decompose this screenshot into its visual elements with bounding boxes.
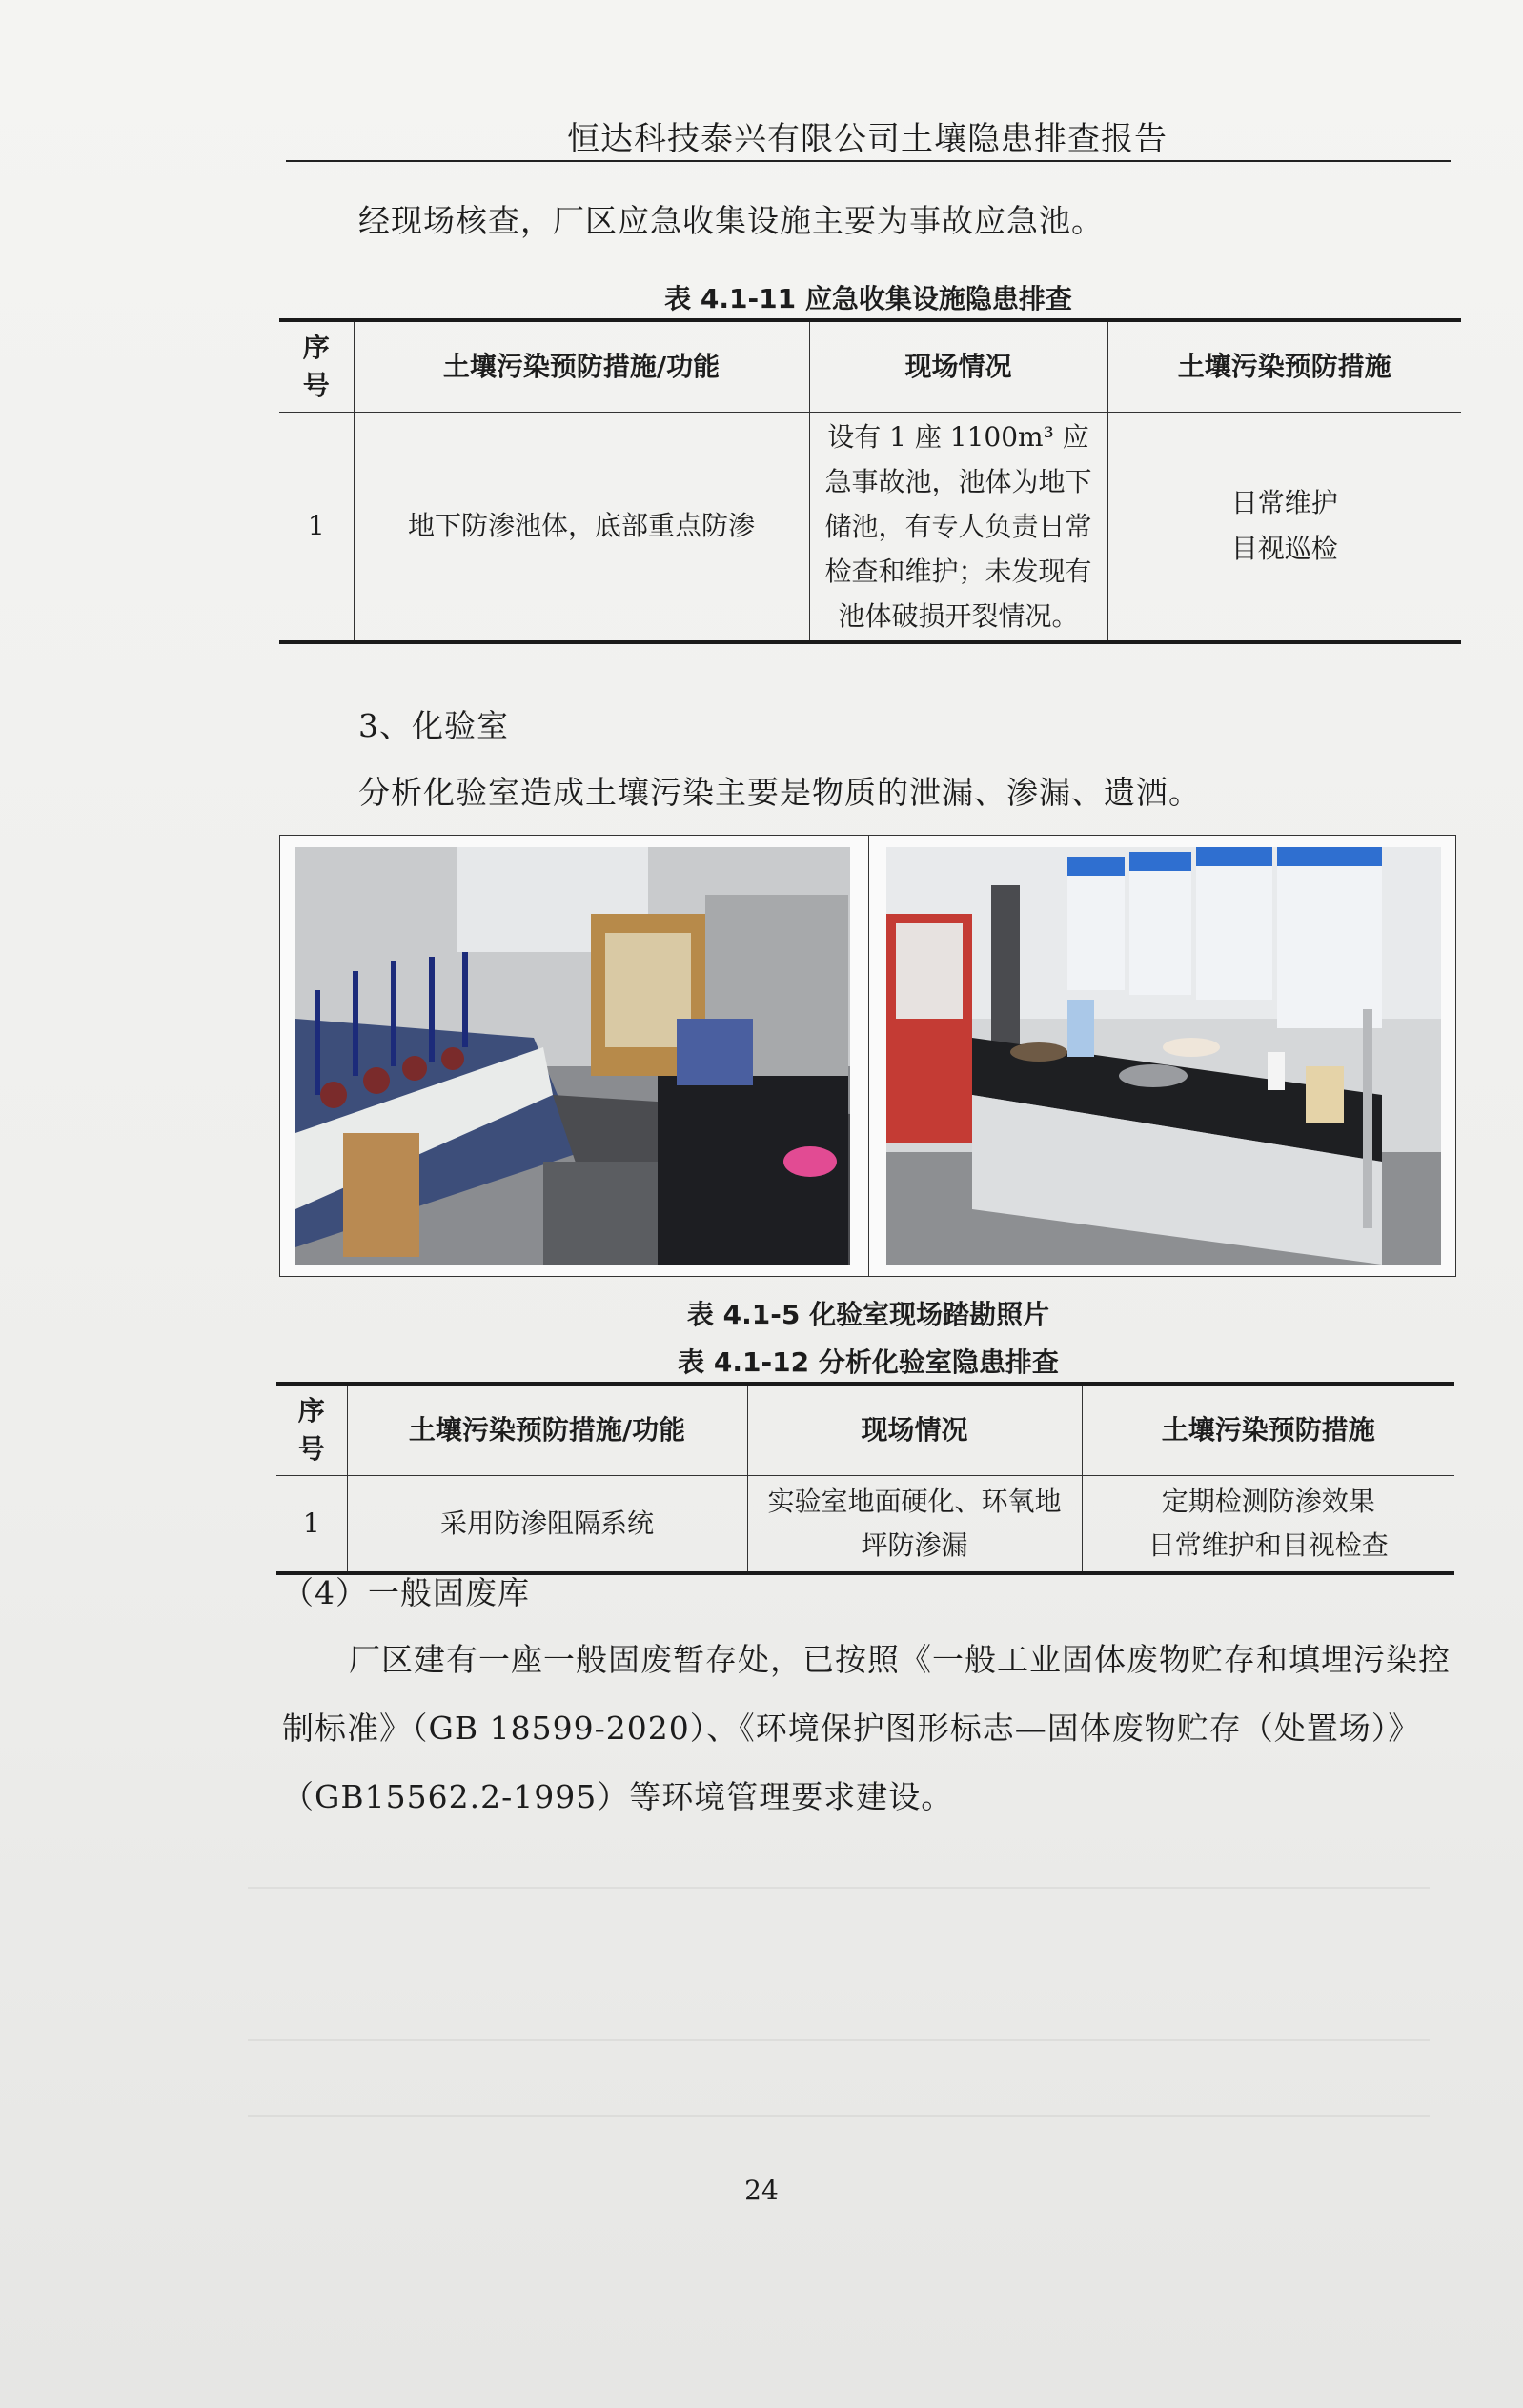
prevention-line: 目视巡检 — [1230, 533, 1338, 564]
header-seq: 序号 — [279, 320, 354, 412]
lab-sink-image — [886, 847, 1441, 1265]
header-situation: 现场情况 — [747, 1384, 1082, 1475]
header-situation: 现场情况 — [809, 320, 1107, 412]
header-prevention: 土壤污染预防措施 — [1082, 1384, 1454, 1475]
photo-divider — [868, 836, 869, 1276]
table-header-row — [279, 320, 1461, 412]
lab-hazard-table — [276, 1382, 1454, 1575]
table1-caption: 表 4.1-11 应急收集设施隐患排查 — [664, 283, 1072, 314]
row-seq: 1 — [279, 412, 354, 642]
section3-text: 分析化验室造成土壤污染主要是物质的泄漏、渗漏、遗洒。 — [358, 774, 1201, 811]
row-prevention — [1082, 1475, 1454, 1573]
emergency-facility-table — [279, 318, 1461, 644]
bleed-through-block — [248, 2115, 1430, 2117]
row-measure: 采用防渗阻隔系统 — [347, 1475, 747, 1573]
table-header-row — [276, 1384, 1454, 1475]
row-seq: 1 — [276, 1475, 347, 1573]
header-measure: 土壤污染预防措施/功能 — [347, 1384, 747, 1475]
bleed-through-block — [248, 1887, 1430, 1889]
table2-caption: 表 4.1-12 分析化验室隐患排查 — [678, 1346, 1059, 1378]
bleed-through-block — [248, 2039, 1430, 2041]
lab-bench-image — [295, 847, 850, 1265]
prevention-line: 日常维护和目视检查 — [1147, 1528, 1389, 1561]
header-prevention: 土壤污染预防措施 — [1107, 320, 1461, 412]
header-measure: 土壤污染预防措施/功能 — [354, 320, 809, 412]
intro-paragraph: 经现场核查，厂区应急收集设施主要为事故应急池。 — [358, 202, 1104, 239]
section4-title: （4）一般固废库 — [282, 1574, 530, 1611]
prevention-line: 日常维护 — [1230, 487, 1338, 518]
header-seq: 序号 — [276, 1384, 347, 1475]
row-prevention — [1107, 412, 1461, 642]
row-situation: 设有 1 座 1100m³ 应急事故池，池体为地下储池，有专人负责日常检查和维护；未发现有池体破损开裂情况。 — [809, 412, 1107, 642]
page-number: 24 — [744, 2175, 779, 2206]
row-measure: 地下防渗池体，底部重点防渗 — [354, 412, 809, 642]
table-row — [279, 412, 1461, 642]
lab-bench-photo — [295, 847, 850, 1265]
row-situation: 实验室地面硬化、环氧地坪防渗漏 — [747, 1475, 1082, 1573]
prevention-line: 定期检测防渗效果 — [1161, 1485, 1375, 1517]
section4-text: 厂区建有一座一般固废暂存处，已按照《一般工业固体废物贮存和填埋污染控制标准》（GB 18599-2020）、《环境保护图形标志—固体废物贮存（处置场）》（GB15562.2-1995）等环境管理要求建设。 — [282, 1641, 1451, 1815]
lab-sink-photo — [886, 847, 1441, 1265]
photo-caption: 表 4.1-5 化验室现场踏勘照片 — [686, 1299, 1050, 1330]
section3-title: 3、化验室 — [358, 707, 509, 744]
header-rule — [286, 160, 1451, 162]
report-header-title: 恒达科技泰兴有限公司土壤隐患排查报告 — [567, 120, 1168, 158]
photo-frame — [279, 835, 1456, 1277]
